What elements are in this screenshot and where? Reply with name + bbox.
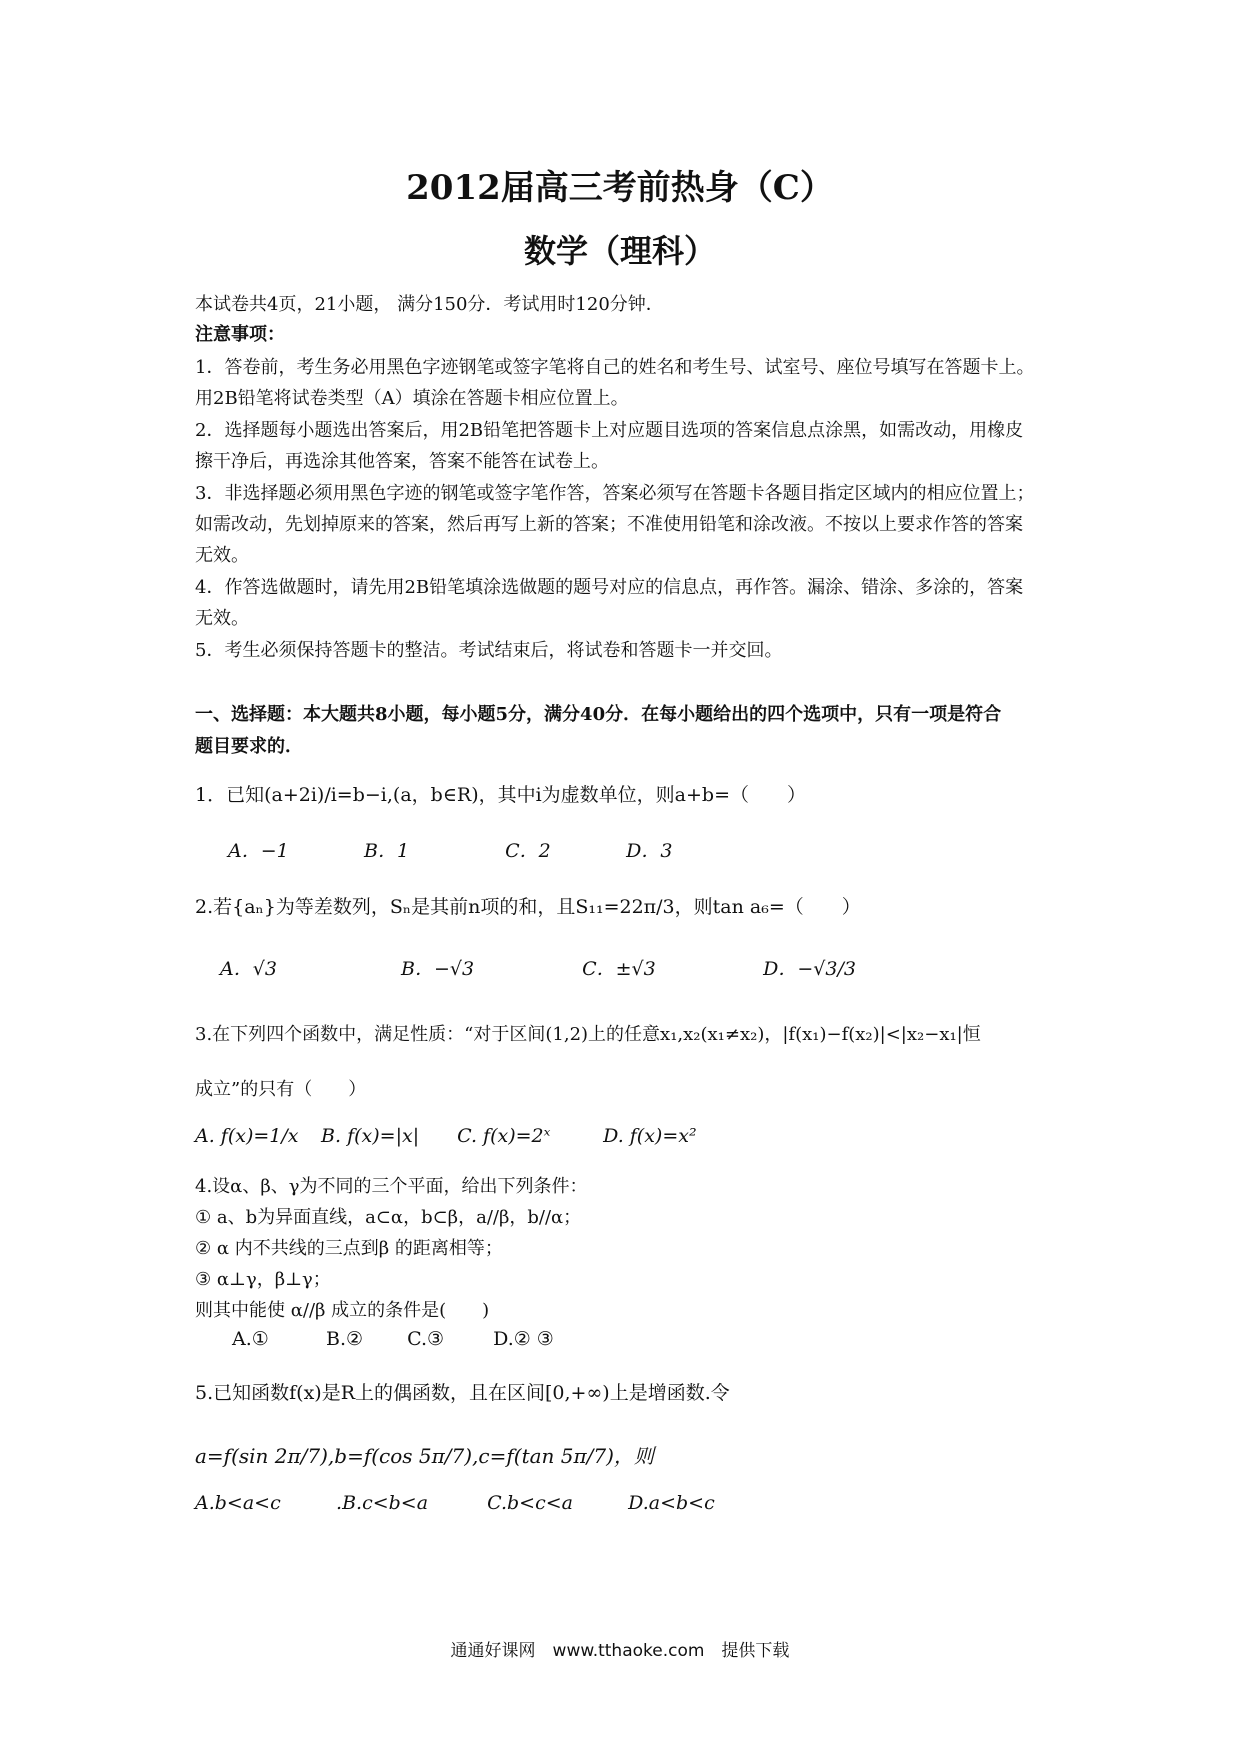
q5-option-a: A.b<a<c: [195, 1492, 281, 1514]
note-line: 5．考生必须保持答题卡的整洁。考试结束后，将试卷和答题卡一并交回。: [195, 640, 783, 661]
q3-option-b: B. f(x)=|x|: [321, 1125, 420, 1147]
section-heading: 一、选择题：本大题共8小题，每小题5分，满分40分．在每小题给出的四个选项中，只有一项是符合: [195, 704, 1002, 725]
q1-option-b: B．1: [364, 840, 410, 862]
q4-option-b: B.②: [326, 1328, 364, 1350]
q5-options: [195, 1492, 715, 1514]
question-1: 1．已知(a+2i)/i=b−i,(a，b∈R)，其中i为虚数单位，则a+b=（ ）: [195, 784, 807, 806]
q3-option-a: A. f(x)=1/x: [195, 1125, 299, 1147]
q3-option-c: C. f(x)=2ˣ: [457, 1125, 551, 1147]
note-line: 无效。: [195, 608, 249, 629]
question-4: 4.设α、β、γ为不同的三个平面，给出下列条件：: [195, 1176, 588, 1197]
q4-options: [232, 1328, 554, 1350]
q2-option-a: A．√3: [220, 958, 277, 980]
q4-condition-2: ② α 内不共线的三点到β 的距离相等；: [195, 1238, 503, 1259]
page-subtitle: 数学（理科）: [523, 232, 716, 270]
q2-option-d: D．−√3/3: [763, 958, 856, 980]
q4-option-c: C.③: [407, 1328, 445, 1350]
q4-condition-1: ① a、b为异面直线，a⊂α，b⊂β，a//β，b//α；: [195, 1207, 582, 1228]
page-footer: 通通好课网 www.tthaoke.com 提供下载: [450, 1641, 790, 1661]
note-line: 如需改动，先划掉原来的答案，然后再写上新的答案；不准使用铅笔和涂改液。不按以上要求作答的答案: [195, 514, 1023, 535]
question-3: 3.在下列四个函数中，满足性质：“对于区间(1,2)上的任意x₁,x₂(x₁≠x₂)，|f(x₁)−f(x₂)|<|x₂−x₁|恒: [195, 1024, 981, 1045]
question-5: 5.已知函数f(x)是R上的偶函数，且在区间[0,+∞)上是增函数.令: [195, 1382, 730, 1404]
q5-option-c: C.b<c<a: [487, 1492, 573, 1514]
question-2: 2.若{aₙ}为等差数列，Sₙ是其前n项的和，且S₁₁=22π/3，则tan a₆=（ ）: [195, 896, 861, 918]
q1-option-c: C．2: [505, 840, 551, 862]
q1-options: [228, 836, 672, 863]
q1-option-a: A．−1: [228, 840, 289, 862]
q1-option-d: D．3: [626, 840, 673, 862]
section-heading-cont: 题目要求的．: [195, 736, 303, 757]
q4-ask: 则其中能使 α//β 成立的条件是( ): [195, 1300, 490, 1321]
q4-condition-3: ③ α⊥γ，β⊥γ；: [195, 1269, 331, 1290]
q2-option-b: B．−√3: [401, 958, 475, 980]
note-line: 4．作答选做题时，请先用2B铅笔填涂选做题的题号对应的信息点，再作答。漏涂、错涂、多涂的，答案: [195, 577, 1024, 598]
question-3-cont: 成立”的只有（ ）: [195, 1079, 367, 1100]
q2-options: [220, 954, 856, 981]
q2-option-c: C．±√3: [582, 958, 656, 980]
q4-option-a: A.①: [232, 1328, 269, 1350]
note-line: 用2B铅笔将试卷类型（A）填涂在答题卡相应位置上。: [195, 388, 629, 409]
q3-options: [195, 1125, 697, 1147]
q5-option-b: .B.c<b<a: [336, 1492, 429, 1514]
notice-label: 注意事项：: [195, 324, 285, 345]
note-line: 3．非选择题必须用黑色字迹的钢笔或签字笔作答，答案必须写在答题卡各题目指定区域内的相应位置上；: [195, 483, 1035, 504]
question-5-cont: a=f(sin 2π/7),b=f(cos 5π/7),c=f(tan 5π/7)，则: [195, 1444, 654, 1468]
page-title: 2012届高三考前热身（C）: [406, 168, 834, 208]
q4-option-d: D.② ③: [493, 1328, 554, 1350]
note-line: 2．选择题每小题选出答案后，用2B铅笔把答题卡上对应题目选项的答案信息点涂黑，如需改动，用橡皮: [195, 420, 1024, 441]
note-line: 擦干净后，再选涂其他答案，答案不能答在试卷上。: [195, 451, 609, 472]
q5-option-d: D.a<b<c: [628, 1492, 715, 1514]
note-line: 1．答卷前，考生务必用黑色字迹钢笔或签字笔将自己的姓名和考生号、试室号、座位号填写在答题卡上。: [195, 357, 1035, 378]
intro-text: 本试卷共4页，21小题， 满分150分．考试用时120分钟．: [195, 294, 664, 315]
q3-option-d: D. f(x)=x²: [603, 1125, 697, 1147]
note-line: 无效。: [195, 545, 249, 566]
